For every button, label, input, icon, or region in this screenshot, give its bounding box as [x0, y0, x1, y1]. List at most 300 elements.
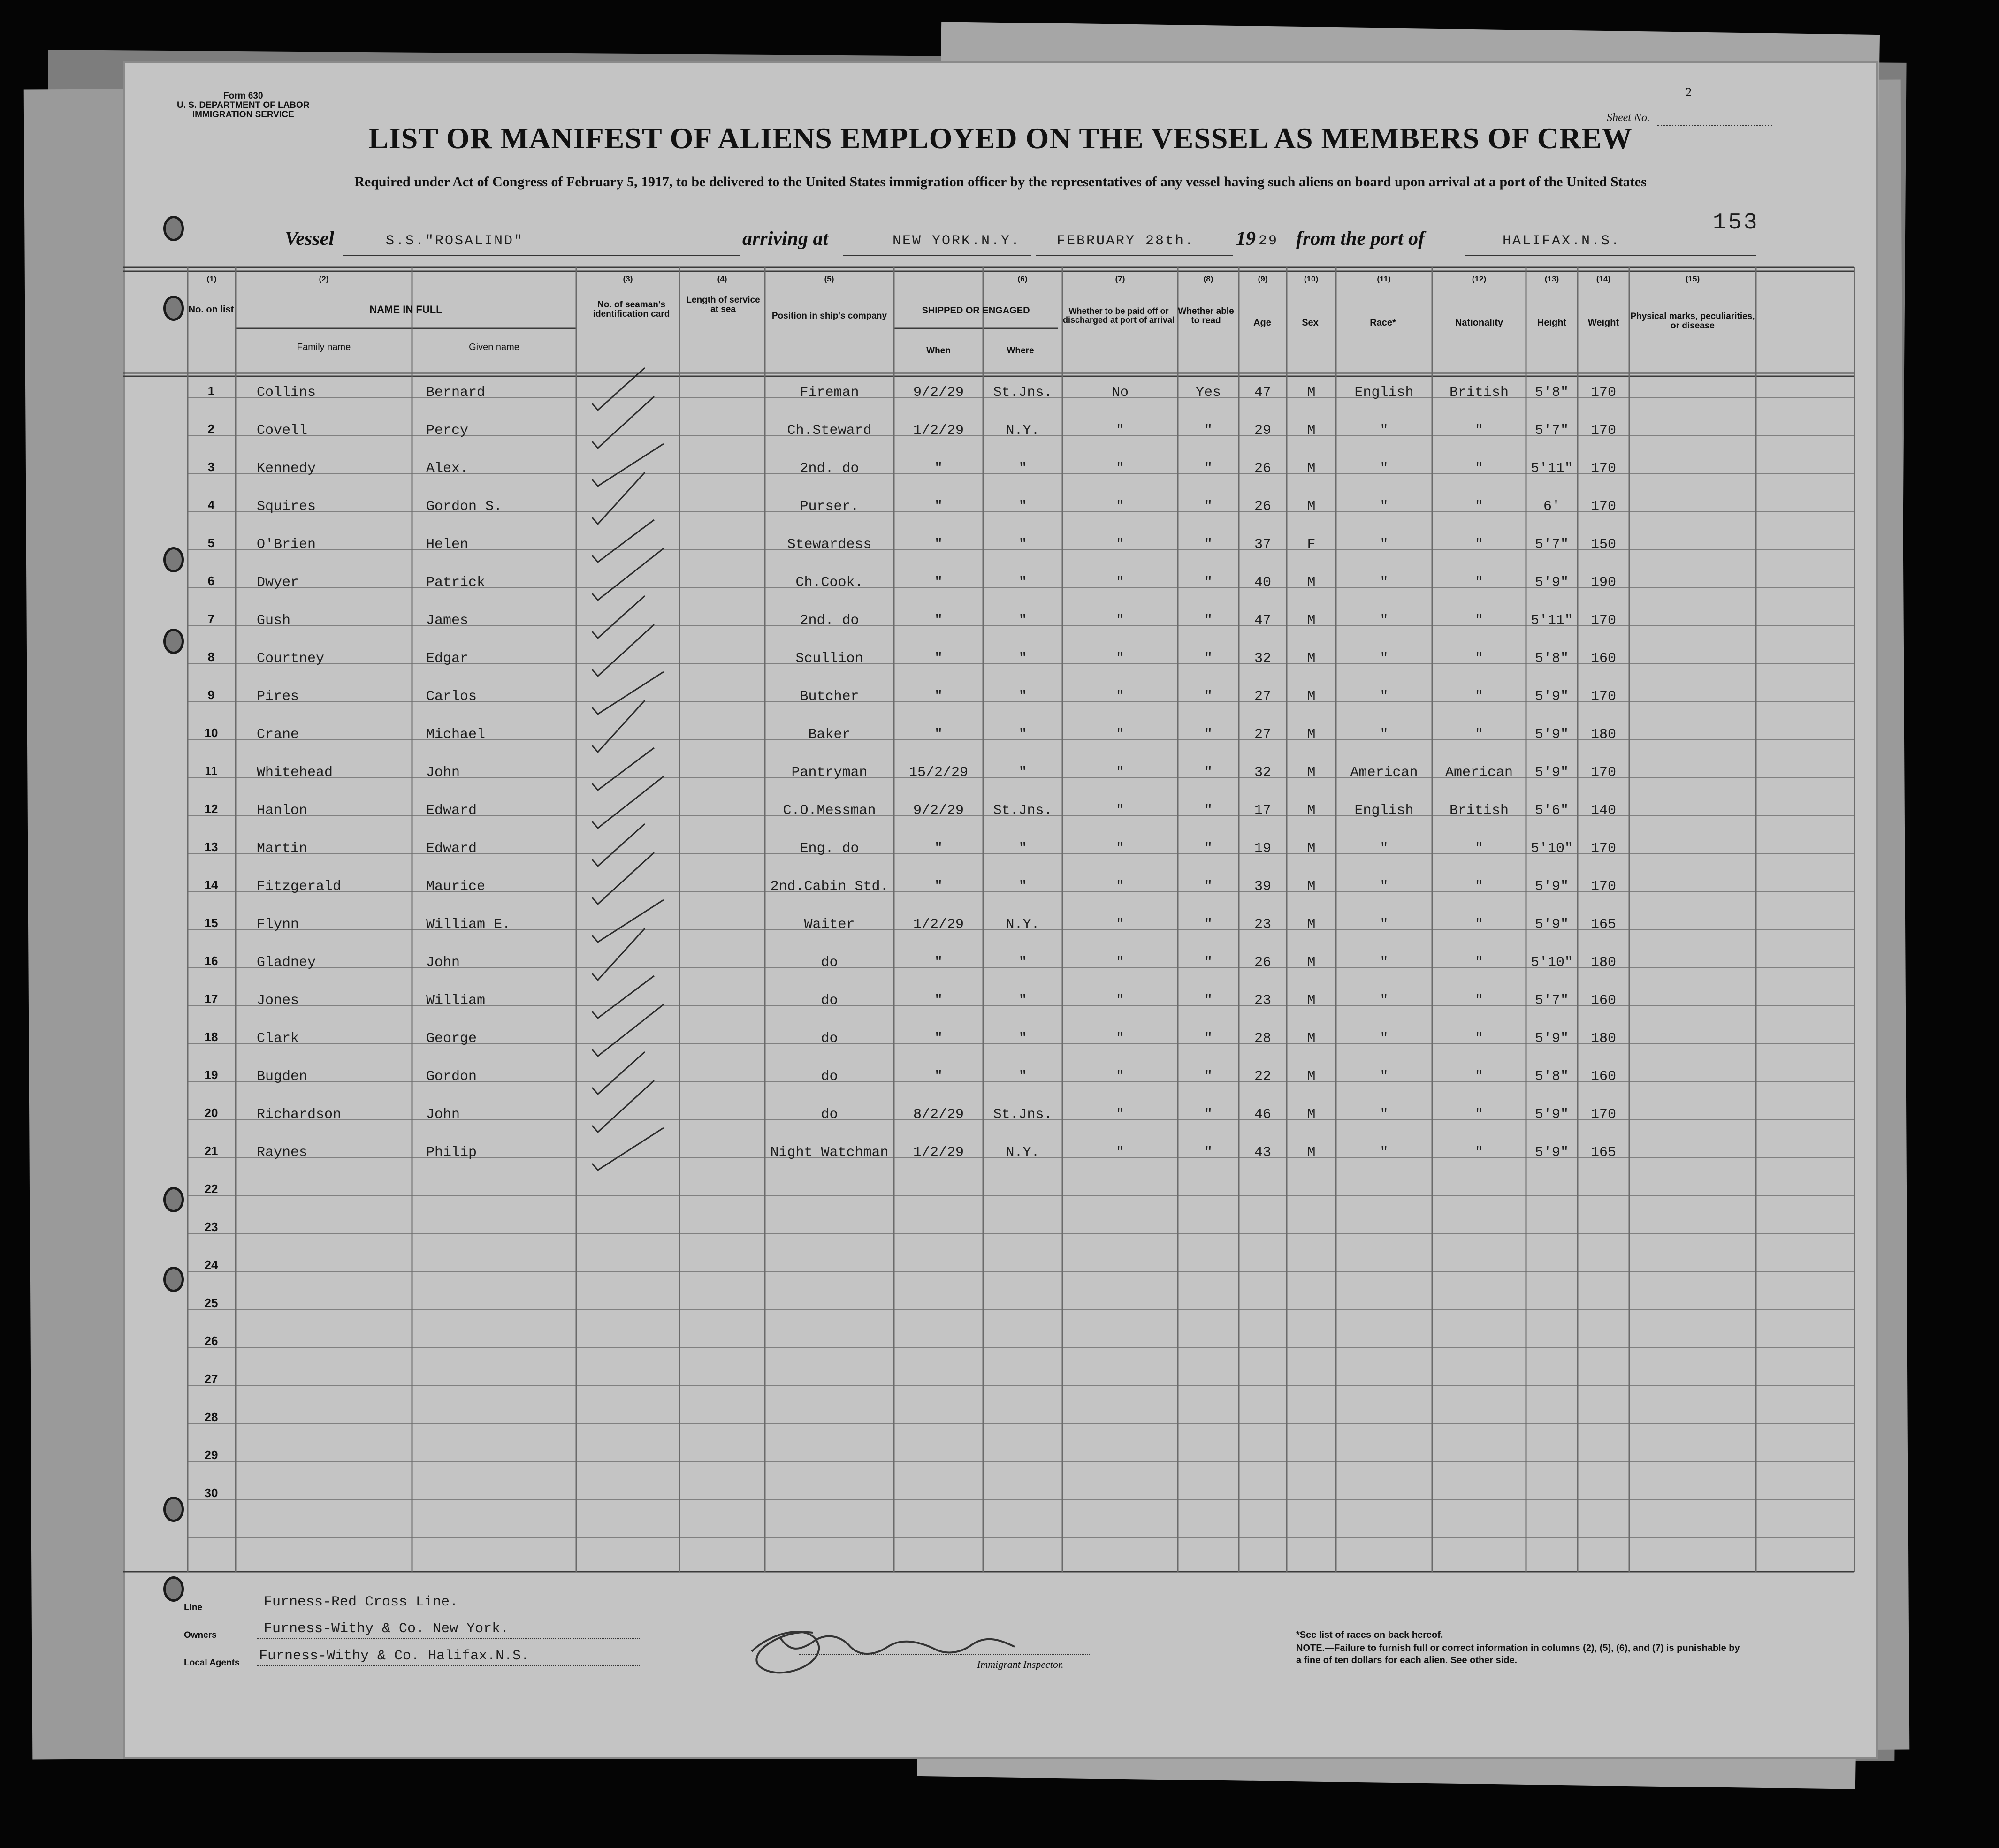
cell-sex: M [1307, 423, 1316, 439]
check-mark [592, 928, 645, 980]
signature [752, 1632, 1015, 1673]
check-mark [592, 444, 664, 486]
vessel-name: S.S."ROSALIND" [386, 233, 524, 249]
cell-weight: 190 [1590, 575, 1616, 591]
header-race: Race* [1370, 318, 1396, 328]
cell-height: 5'11" [1530, 613, 1573, 629]
cell-age: 32 [1254, 765, 1271, 781]
cell-no: 4 [207, 498, 215, 512]
cell-nationality: British [1449, 803, 1509, 819]
check-mark [592, 368, 645, 410]
cell-read: " [1204, 765, 1213, 781]
cell-sex: M [1307, 1145, 1316, 1161]
cell-family: Crane [257, 727, 299, 743]
cell-no: 18 [204, 1030, 218, 1044]
cell-family: Martin [257, 841, 308, 857]
cell-read: " [1204, 879, 1213, 895]
cell-read: " [1204, 499, 1213, 515]
page-title: LIST OR MANIFEST OF ALIENS EMPLOYED ON THE VESSEL AS MEMBERS OF CREW [368, 122, 1633, 155]
cell-when: 1/2/29 [913, 1145, 964, 1161]
check-mark [592, 672, 664, 714]
row-number-empty: 25 [204, 1296, 218, 1310]
cell-where: " [1018, 461, 1027, 477]
race-list-note: *See list of races on back hereof. [1296, 1630, 1443, 1640]
cell-no: 7 [207, 612, 215, 626]
department-name: U. S. DEPARTMENT OF LABOR [177, 100, 310, 110]
cell-race: American [1350, 765, 1418, 781]
cell-family: Clark [257, 1031, 299, 1047]
cell-paid: " [1115, 841, 1124, 857]
cell-race: " [1380, 1145, 1389, 1161]
column-number: (4) [717, 274, 727, 283]
check-mark [592, 852, 654, 904]
cell-nationality: " [1474, 993, 1483, 1009]
column-number: (10) [1304, 274, 1319, 283]
cell-sex: M [1307, 841, 1316, 857]
cell-age: 29 [1254, 423, 1271, 439]
cell-where: " [1018, 765, 1027, 781]
arriving-port: NEW YORK.N.Y. [893, 233, 1021, 249]
cell-nationality: " [1474, 1107, 1483, 1123]
cell-family: Richardson [257, 1107, 342, 1123]
cell-where: " [1018, 727, 1027, 743]
cell-nationality: " [1474, 955, 1483, 971]
cell-no: 5 [207, 536, 215, 550]
cell-race: " [1380, 651, 1389, 667]
cell-position: do [821, 1069, 838, 1085]
cell-given: Edward [426, 841, 477, 857]
cell-age: 43 [1254, 1145, 1271, 1161]
cell-nationality: " [1474, 917, 1483, 933]
cell-when: " [934, 879, 943, 895]
cell-height: 5'7" [1534, 423, 1569, 439]
cell-paid: " [1115, 499, 1124, 515]
cell-age: 39 [1254, 879, 1271, 895]
cell-given: Percy [426, 423, 469, 439]
cell-no: 14 [204, 878, 218, 892]
cell-height: 5'8" [1534, 385, 1569, 401]
cell-when: " [934, 841, 943, 857]
cell-where: " [1018, 1069, 1027, 1085]
cell-paid: " [1115, 537, 1124, 553]
column-number: (13) [1544, 274, 1559, 283]
cell-age: 23 [1254, 917, 1271, 933]
cell-paid: " [1115, 575, 1124, 591]
cell-when: 1/2/29 [913, 423, 964, 439]
cell-read: Yes [1195, 385, 1221, 401]
cell-position: Stewardess [787, 537, 872, 553]
cell-sex: M [1307, 1107, 1316, 1123]
cell-when: " [934, 499, 943, 515]
cell-position: 2nd.Cabin Std. [770, 879, 889, 895]
cell-sex: M [1307, 955, 1316, 971]
cell-when: " [934, 461, 943, 477]
cell-weight: 165 [1590, 917, 1616, 933]
cell-race: English [1354, 385, 1414, 401]
footer-line-value: Furness-Red Cross Line. [264, 1594, 458, 1610]
cell-family: O'Brien [257, 537, 316, 553]
check-mark [592, 1080, 654, 1132]
footer-agents-value: Furness-Withy & Co. Halifax.N.S. [259, 1648, 530, 1664]
cell-race: English [1354, 803, 1414, 819]
cell-where: " [1018, 955, 1027, 971]
row-number-empty: 26 [204, 1334, 218, 1348]
cell-family: Dwyer [257, 575, 299, 591]
check-mark [592, 1052, 645, 1094]
check-mark [592, 900, 664, 942]
cell-no: 2 [207, 422, 215, 436]
cell-position: Waiter [804, 917, 855, 933]
cell-position: Ch.Cook. [795, 575, 863, 591]
cell-paid: " [1115, 803, 1124, 819]
footer-agents-label: Local Agents [184, 1658, 240, 1668]
cell-position: Pantryman [791, 765, 868, 781]
cell-height: 5'9" [1534, 917, 1569, 933]
cell-family: Flynn [257, 917, 299, 933]
cell-family: Collins [257, 385, 316, 401]
cell-paid: " [1115, 461, 1124, 477]
check-mark [592, 396, 654, 448]
cell-height: 5'7" [1534, 537, 1569, 553]
check-mark [592, 1004, 664, 1056]
cell-age: 22 [1254, 1069, 1271, 1085]
cell-where: " [1018, 651, 1027, 667]
cell-family: Jones [257, 993, 299, 1009]
footer-agents-underline [257, 1665, 641, 1666]
cell-given: Edgar [426, 651, 469, 667]
cell-paid: " [1115, 765, 1124, 781]
cell-age: 47 [1254, 613, 1271, 629]
cell-family: Whitehead [257, 765, 333, 781]
footer-owners-value: Furness-Withy & Co. New York. [264, 1621, 509, 1637]
cell-race: " [1380, 461, 1389, 477]
check-mark [592, 748, 654, 790]
cell-sex: M [1307, 385, 1316, 401]
cell-where: " [1018, 689, 1027, 705]
header-physical-marks: Physical marks, peculiarities, or disease [1630, 312, 1755, 331]
check-mark [592, 824, 645, 866]
cell-given: Carlos [426, 689, 477, 705]
cell-where: St.Jns. [993, 803, 1053, 819]
cell-where: " [1018, 879, 1027, 895]
header-position: Position in ship's company [771, 311, 887, 321]
header-when: When [926, 346, 951, 356]
cell-no: 19 [204, 1068, 218, 1082]
cell-where: " [1018, 1031, 1027, 1047]
cell-no: 20 [204, 1106, 218, 1120]
cell-family: Gush [257, 613, 291, 629]
cell-nationality: " [1474, 461, 1483, 477]
row-number-empty: 22 [204, 1182, 218, 1196]
cell-read: " [1204, 651, 1213, 667]
cell-when: " [934, 1069, 943, 1085]
cell-where: " [1018, 613, 1027, 629]
cell-nationality: " [1474, 575, 1483, 591]
cell-race: " [1380, 575, 1389, 591]
header-able-to-read: Whether able to read [1178, 306, 1234, 326]
cell-position: Baker [808, 727, 851, 743]
cell-where: St.Jns. [993, 1107, 1053, 1123]
cell-read: " [1204, 1069, 1213, 1085]
cell-given: John [426, 955, 460, 971]
cell-family: Gladney [257, 955, 316, 971]
cell-given: William [426, 993, 486, 1009]
footer-owners-underline [257, 1638, 641, 1639]
cell-weight: 140 [1590, 803, 1616, 819]
cell-sex: M [1307, 803, 1316, 819]
cell-where: St.Jns. [993, 385, 1053, 401]
cell-sex: M [1307, 613, 1316, 629]
check-mark [592, 472, 645, 524]
cell-weight: 150 [1590, 537, 1616, 553]
cell-family: Squires [257, 499, 316, 515]
cell-weight: 170 [1590, 879, 1616, 895]
cell-paid: " [1115, 993, 1124, 1009]
header-length-service: Length of service at sea [686, 295, 760, 314]
cell-weight: 170 [1590, 423, 1616, 439]
header-name-in-full: NAME IN FULL [369, 304, 443, 315]
penalty-note: NOTE.—Failure to furnish full or correct information in columns (2), (5), (6), and (7) is punishable by a fine of ten dollars for each alien. See other side. [1296, 1643, 1740, 1665]
cell-read: " [1204, 841, 1213, 857]
cell-weight: 170 [1590, 461, 1616, 477]
cell-read: " [1204, 423, 1213, 439]
cell-given: Philip [426, 1145, 477, 1161]
cell-given: Maurice [426, 879, 486, 895]
cell-age: 47 [1254, 385, 1271, 401]
cell-no: 13 [204, 840, 218, 854]
cell-read: " [1204, 461, 1213, 477]
cell-paid: " [1115, 727, 1124, 743]
cell-race: " [1380, 955, 1389, 971]
cell-position: do [821, 1107, 838, 1123]
cell-sex: M [1307, 499, 1316, 515]
cell-no: 11 [205, 764, 218, 778]
column-number: (3) [623, 274, 633, 283]
column-number: (8) [1203, 274, 1213, 283]
cell-where: " [1018, 993, 1027, 1009]
header-shipped: SHIPPED OR ENGAGED [922, 305, 1030, 316]
cell-sex: M [1307, 689, 1316, 705]
cell-weight: 180 [1590, 955, 1616, 971]
sheet-no-value: 2 [1686, 85, 1692, 99]
stamp-number: 153 [1713, 210, 1759, 236]
row-number-empty: 29 [204, 1448, 218, 1462]
cell-when: " [934, 613, 943, 629]
check-mark [592, 548, 664, 600]
cell-sex: M [1307, 1031, 1316, 1047]
cell-weight: 170 [1590, 689, 1616, 705]
cell-sex: M [1307, 575, 1316, 591]
cell-nationality: " [1474, 423, 1483, 439]
header-nationality: Nationality [1455, 318, 1503, 328]
cell-read: " [1204, 689, 1213, 705]
cell-read: " [1204, 537, 1213, 553]
cell-sex: M [1307, 1069, 1316, 1085]
cell-read: " [1204, 613, 1213, 629]
cell-when: " [934, 537, 943, 553]
cell-read: " [1204, 1107, 1213, 1123]
cell-paid: " [1115, 1145, 1124, 1161]
cell-weight: 180 [1590, 1031, 1616, 1047]
cell-no: 6 [207, 574, 215, 588]
cell-given: James [426, 613, 469, 629]
cell-given: John [426, 765, 460, 781]
cell-age: 23 [1254, 993, 1271, 1009]
cell-height: 5'9" [1534, 727, 1569, 743]
sheet-no-label: Sheet No. [1607, 112, 1650, 124]
check-mark [592, 976, 654, 1018]
cell-paid: " [1115, 423, 1124, 439]
cell-sex: M [1307, 993, 1316, 1009]
inspector-signature-line [799, 1654, 1090, 1655]
cell-when: " [934, 575, 943, 591]
cell-no: 15 [204, 916, 218, 930]
cell-family: Fitzgerald [257, 879, 342, 895]
cell-position: Fireman [800, 385, 859, 401]
cell-paid: " [1115, 613, 1124, 629]
cell-given: Bernard [426, 385, 486, 401]
cell-race: " [1380, 917, 1389, 933]
cell-weight: 170 [1590, 841, 1616, 857]
column-number: (7) [1115, 274, 1125, 283]
cell-family: Courtney [257, 651, 325, 667]
cell-sex: M [1307, 765, 1316, 781]
cell-position: Purser. [800, 499, 859, 515]
vessel-label: Vessel [285, 228, 334, 250]
cell-no: 8 [207, 650, 215, 664]
cell-nationality: British [1449, 385, 1509, 401]
cell-race: " [1380, 727, 1389, 743]
cell-when: 9/2/29 [913, 803, 964, 819]
header-where: Where [1007, 346, 1034, 356]
cell-sex: M [1307, 727, 1316, 743]
cell-position: C.O.Messman [783, 803, 876, 819]
cell-where: " [1018, 575, 1027, 591]
cell-where: " [1018, 499, 1027, 515]
cell-age: 46 [1254, 1107, 1271, 1123]
cell-nationality: " [1474, 841, 1483, 857]
column-number: (5) [824, 274, 834, 283]
cell-race: " [1380, 537, 1389, 553]
cell-age: 19 [1254, 841, 1271, 857]
cell-age: 37 [1254, 537, 1271, 553]
cell-when: " [934, 689, 943, 705]
row-number-empty: 28 [204, 1410, 218, 1424]
cell-weight: 160 [1590, 993, 1616, 1009]
cell-read: " [1204, 803, 1213, 819]
check-mark [592, 1128, 664, 1170]
cell-height: 5'9" [1534, 1107, 1569, 1123]
column-number: (12) [1472, 274, 1487, 283]
cell-read: " [1204, 1145, 1213, 1161]
header-weight: Weight [1587, 318, 1619, 328]
cell-when: 9/2/29 [913, 385, 964, 401]
cell-when: " [934, 1031, 943, 1047]
cell-nationality: " [1474, 879, 1483, 895]
cell-paid: " [1115, 1107, 1124, 1123]
header-no-on-list: No. on list [188, 304, 234, 315]
cell-when: " [934, 651, 943, 667]
cell-nationality: American [1445, 765, 1513, 781]
cell-age: 17 [1254, 803, 1271, 819]
cell-no: 16 [204, 954, 218, 968]
cell-weight: 170 [1590, 765, 1616, 781]
cell-weight: 170 [1590, 1107, 1616, 1123]
cell-no: 21 [204, 1144, 218, 1158]
from-port-label: from the port of [1296, 228, 1425, 250]
check-mark [592, 520, 654, 562]
cell-read: " [1204, 1031, 1213, 1047]
cell-given: Gordon [426, 1069, 477, 1085]
cell-nationality: " [1474, 613, 1483, 629]
cell-nationality: " [1474, 727, 1483, 743]
cell-given: John [426, 1107, 460, 1123]
cell-nationality: " [1474, 1031, 1483, 1047]
cell-height: 5'7" [1534, 993, 1569, 1009]
cell-race: " [1380, 1107, 1389, 1123]
cell-age: 26 [1254, 955, 1271, 971]
cell-no: 10 [204, 726, 218, 740]
cell-position: Ch.Steward [787, 423, 872, 439]
cell-family: Pires [257, 689, 299, 705]
cell-height: 5'9" [1534, 689, 1569, 705]
cell-sex: M [1307, 879, 1316, 895]
cell-no: 17 [204, 992, 218, 1006]
cell-read: " [1204, 917, 1213, 933]
cell-position: 2nd. do [800, 461, 859, 477]
cell-where: N.Y. [1006, 1145, 1040, 1161]
cell-sex: M [1307, 917, 1316, 933]
cell-height: 5'9" [1534, 879, 1569, 895]
cell-height: 5'10" [1530, 841, 1573, 857]
cell-family: Bugden [257, 1069, 308, 1085]
cell-no: 9 [207, 688, 215, 702]
cell-nationality: " [1474, 1069, 1483, 1085]
column-number: (2) [319, 274, 329, 283]
cell-weight: 170 [1590, 499, 1616, 515]
cell-weight: 170 [1590, 385, 1616, 401]
cell-position: do [821, 993, 838, 1009]
service-name: IMMIGRATION SERVICE [192, 110, 294, 120]
column-number: (1) [206, 274, 217, 283]
cell-race: " [1380, 1031, 1389, 1047]
check-mark [592, 776, 664, 828]
from-port: HALIFAX.N.S. [1503, 233, 1621, 249]
cell-given: Edward [426, 803, 477, 819]
cell-nationality: " [1474, 651, 1483, 667]
cell-given: Gordon S. [426, 499, 503, 515]
cell-family: Hanlon [257, 803, 308, 819]
cell-no: 12 [204, 802, 218, 816]
cell-read: " [1204, 993, 1213, 1009]
cell-where: N.Y. [1006, 917, 1040, 933]
cell-race: " [1380, 1069, 1389, 1085]
cell-position: Night Watchman [770, 1145, 889, 1161]
cell-height: 5'8" [1534, 1069, 1569, 1085]
cell-given: Alex. [426, 461, 469, 477]
cell-paid: " [1115, 955, 1124, 971]
cell-race: " [1380, 689, 1389, 705]
cell-age: 27 [1254, 689, 1271, 705]
cell-height: 5'9" [1534, 575, 1569, 591]
arrival-date: FEBRUARY 28th. [1057, 233, 1195, 249]
cell-position: do [821, 1031, 838, 1047]
cell-when: 8/2/29 [913, 1107, 964, 1123]
footer-line-label: Line [184, 1603, 203, 1612]
header-given-name: Given name [469, 342, 519, 352]
cell-read: " [1204, 727, 1213, 743]
row-number-empty: 27 [204, 1372, 218, 1386]
